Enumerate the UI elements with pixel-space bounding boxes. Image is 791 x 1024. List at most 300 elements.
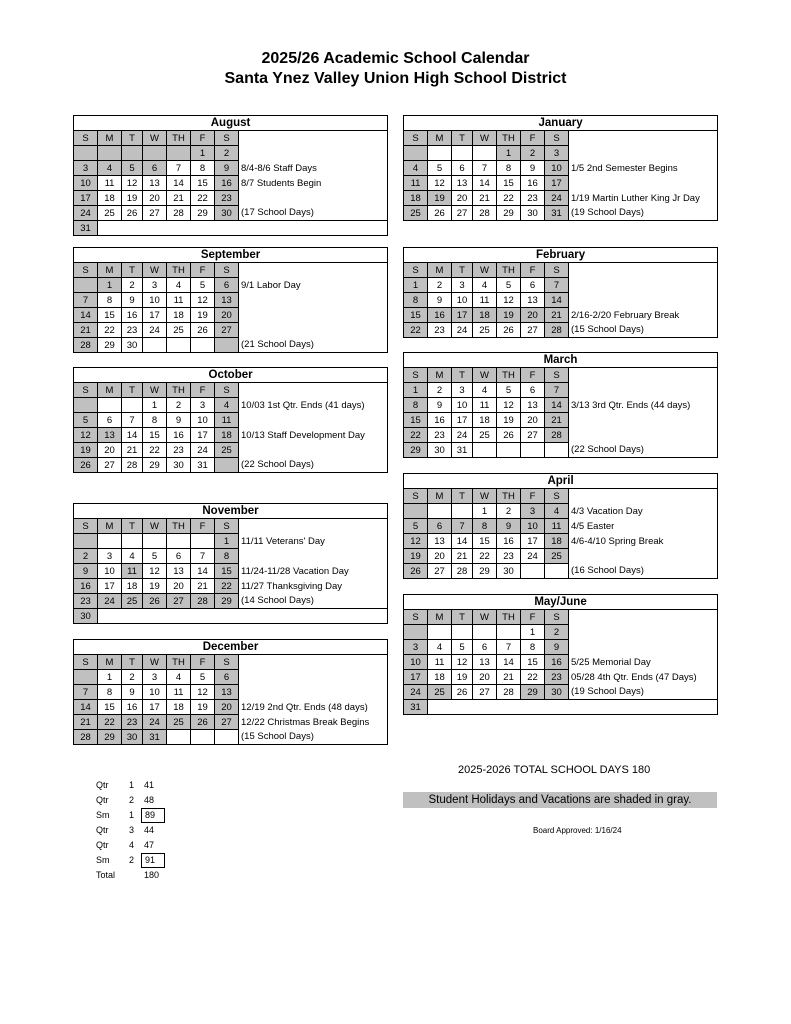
day-cell: 13 <box>143 176 167 191</box>
day-cell: 9 <box>122 685 143 700</box>
day-cell: 31 <box>143 730 167 745</box>
day-cell: 16 <box>167 428 191 443</box>
day-cell: 17 <box>452 413 473 428</box>
month-name: May/June <box>404 595 718 610</box>
day-cell: 26 <box>122 206 143 221</box>
day-cell: 21 <box>74 715 98 730</box>
month-table <box>73 247 388 353</box>
note-text <box>239 323 388 338</box>
day-cell: 12 <box>404 534 428 549</box>
day-cell: 16 <box>521 176 545 191</box>
month-title-row <box>74 248 388 263</box>
note-text: 11/24-11/28 Vacation Day <box>239 564 388 579</box>
month-table <box>403 594 718 715</box>
day-cell: 1 <box>497 146 521 161</box>
day-cell: 27 <box>215 715 239 730</box>
week-row <box>404 323 718 338</box>
day-cell: 5 <box>428 161 452 176</box>
day-cell: 16 <box>428 308 452 323</box>
weekday-header: S <box>74 131 98 146</box>
summary-days: 89 <box>145 810 156 820</box>
day-cell: 6 <box>98 413 122 428</box>
weekday-header: S <box>215 519 239 534</box>
day-cell: 14 <box>545 398 569 413</box>
weekday-header: W <box>473 610 497 625</box>
day-cell: 7 <box>74 293 98 308</box>
day-cell: 25 <box>215 443 239 458</box>
day-cell: 27 <box>452 206 473 221</box>
month-calendar-march <box>403 352 717 458</box>
day-cell: 21 <box>545 308 569 323</box>
day-cell: 23 <box>521 191 545 206</box>
notes-cell <box>569 131 718 146</box>
day-cell: 2 <box>122 670 143 685</box>
week-row <box>404 625 718 640</box>
weekday-header: S <box>545 263 569 278</box>
day-cell: 1 <box>473 504 497 519</box>
day-cell: 23 <box>74 594 98 609</box>
day-cell <box>215 730 239 745</box>
day-cell: 4 <box>122 549 143 564</box>
day-cell: 28 <box>74 730 98 745</box>
month-calendar-january <box>403 115 717 221</box>
weekday-header: S <box>545 610 569 625</box>
day-cell <box>428 504 452 519</box>
day-cell: 17 <box>521 534 545 549</box>
day-cell: 2 <box>521 146 545 161</box>
day-cell: 22 <box>473 549 497 564</box>
week-row <box>404 655 718 670</box>
weekday-header: T <box>452 131 473 146</box>
day-cell: 15 <box>143 428 167 443</box>
day-cell: 9 <box>428 293 452 308</box>
day-cell: 25 <box>545 549 569 564</box>
day-cell: 2 <box>167 398 191 413</box>
weekday-header-row <box>404 131 718 146</box>
day-cell: 4 <box>545 504 569 519</box>
week-row <box>404 549 718 564</box>
day-cell: 17 <box>545 176 569 191</box>
day-cell: 2 <box>545 625 569 640</box>
notes-cell <box>239 519 388 534</box>
day-cell: 18 <box>167 700 191 715</box>
note-text: 5/25 Memorial Day <box>569 655 718 670</box>
day-cell: 3 <box>191 398 215 413</box>
day-cell: 20 <box>143 191 167 206</box>
week-row <box>404 670 718 685</box>
day-cell: 10 <box>452 293 473 308</box>
weekday-header: S <box>74 519 98 534</box>
weekday-header: S <box>404 263 428 278</box>
day-cell: 11 <box>404 176 428 191</box>
note-text: 8/7 Students Begin <box>239 176 388 191</box>
day-cell: 18 <box>215 428 239 443</box>
note-text: 9/1 Labor Day <box>239 278 388 293</box>
weekday-header: TH <box>167 519 191 534</box>
day-cell: 24 <box>98 594 122 609</box>
day-cell: 21 <box>74 323 98 338</box>
notes-cell <box>98 609 388 624</box>
day-cell: 31 <box>191 458 215 473</box>
day-cell: 24 <box>74 206 98 221</box>
day-cell: 3 <box>521 504 545 519</box>
summary-label: Qtr <box>96 795 109 805</box>
notes-cell <box>239 263 388 278</box>
note-text: 12/22 Christmas Break Begins <box>239 715 388 730</box>
summary-label: Sm <box>96 855 110 865</box>
note-text <box>239 670 388 685</box>
day-cell: 3 <box>143 670 167 685</box>
weekday-header: TH <box>497 489 521 504</box>
weekday-header: S <box>74 383 98 398</box>
day-cell: 15 <box>473 534 497 549</box>
note-text <box>239 191 388 206</box>
week-row <box>404 685 718 700</box>
week-row <box>74 549 388 564</box>
note-text: 10/03 1st Qtr. Ends (41 days) <box>239 398 388 413</box>
day-cell <box>497 443 521 458</box>
shading-legend: Student Holidays and Vacations are shaded in gray. <box>403 792 717 808</box>
day-cell: 10 <box>143 293 167 308</box>
day-cell: 27 <box>473 685 497 700</box>
note-text: (15 School Days) <box>239 730 388 745</box>
day-cell: 28 <box>545 428 569 443</box>
month-calendar-september <box>73 247 387 353</box>
day-cell: 23 <box>428 323 452 338</box>
day-cell: 11 <box>473 398 497 413</box>
day-cell: 20 <box>428 549 452 564</box>
day-cell: 30 <box>428 443 452 458</box>
note-text: (21 School Days) <box>239 338 388 353</box>
week-row <box>74 534 388 549</box>
day-cell <box>404 504 428 519</box>
summary-number: 4 <box>129 840 135 850</box>
week-row <box>74 730 388 745</box>
day-cell: 8 <box>98 293 122 308</box>
summary-days: 41 <box>144 780 155 790</box>
day-cell: 8 <box>404 293 428 308</box>
day-cell: 13 <box>473 655 497 670</box>
day-cell: 21 <box>545 413 569 428</box>
day-cell: 10 <box>191 413 215 428</box>
day-cell: 23 <box>545 670 569 685</box>
note-text <box>569 146 718 161</box>
day-cell: 31 <box>452 443 473 458</box>
notes-cell <box>98 221 388 236</box>
weekday-header: W <box>473 263 497 278</box>
weekday-header: T <box>452 489 473 504</box>
note-text <box>569 383 718 398</box>
day-cell: 26 <box>497 323 521 338</box>
day-cell: 11 <box>98 176 122 191</box>
summary-days: 48 <box>144 795 155 805</box>
day-cell: 29 <box>497 206 521 221</box>
note-text <box>239 146 388 161</box>
week-row <box>74 161 388 176</box>
day-cell: 25 <box>404 206 428 221</box>
week-row <box>404 293 718 308</box>
day-cell: 19 <box>428 191 452 206</box>
day-cell: 18 <box>122 579 143 594</box>
day-cell: 16 <box>497 534 521 549</box>
day-cell: 15 <box>98 700 122 715</box>
day-cell: 18 <box>473 413 497 428</box>
day-cell <box>122 146 143 161</box>
day-cell: 21 <box>473 191 497 206</box>
weekday-header: F <box>191 519 215 534</box>
month-name: January <box>404 116 718 131</box>
month-name: October <box>74 368 388 383</box>
weekday-header: F <box>521 368 545 383</box>
day-cell: 18 <box>428 670 452 685</box>
day-cell: 25 <box>167 715 191 730</box>
day-cell: 11 <box>428 655 452 670</box>
weekday-header: TH <box>497 263 521 278</box>
weekday-header-row <box>404 610 718 625</box>
day-cell: 2 <box>215 146 239 161</box>
day-cell <box>167 730 191 745</box>
day-cell: 18 <box>167 308 191 323</box>
week-row <box>74 564 388 579</box>
note-text <box>569 278 718 293</box>
day-cell: 1 <box>143 398 167 413</box>
weekday-header-row <box>404 489 718 504</box>
day-cell: 16 <box>122 308 143 323</box>
day-cell: 10 <box>452 398 473 413</box>
week-row <box>74 700 388 715</box>
day-cell: 7 <box>122 413 143 428</box>
day-cell: 26 <box>452 685 473 700</box>
week-row <box>404 534 718 549</box>
day-cell: 2 <box>122 278 143 293</box>
notes-cell <box>239 655 388 670</box>
day-cell: 30 <box>545 685 569 700</box>
day-cell: 27 <box>521 323 545 338</box>
week-row <box>404 519 718 534</box>
day-cell: 24 <box>143 323 167 338</box>
day-cell <box>74 278 98 293</box>
day-cell: 3 <box>452 383 473 398</box>
week-row <box>74 398 388 413</box>
day-cell: 27 <box>98 458 122 473</box>
weekday-header: W <box>473 489 497 504</box>
day-cell: 26 <box>143 594 167 609</box>
weekday-header-row <box>404 263 718 278</box>
day-cell: 3 <box>74 161 98 176</box>
day-cell: 17 <box>452 308 473 323</box>
day-cell: 6 <box>215 670 239 685</box>
weekday-header: S <box>545 131 569 146</box>
week-row <box>74 685 388 700</box>
day-cell: 1 <box>521 625 545 640</box>
day-cell: 26 <box>404 564 428 579</box>
day-cell: 20 <box>98 443 122 458</box>
weekday-header: S <box>545 489 569 504</box>
weekday-header: F <box>521 263 545 278</box>
day-cell: 13 <box>521 398 545 413</box>
day-cell: 27 <box>143 206 167 221</box>
note-text <box>239 308 388 323</box>
weekday-header-row <box>74 131 388 146</box>
day-cell: 3 <box>404 640 428 655</box>
day-cell <box>521 564 545 579</box>
month-table <box>403 247 718 338</box>
day-cell: 17 <box>143 308 167 323</box>
day-cell: 30 <box>497 564 521 579</box>
weekday-header: M <box>428 610 452 625</box>
note-text <box>239 293 388 308</box>
weekday-header: TH <box>167 263 191 278</box>
note-text: (19 School Days) <box>569 685 718 700</box>
board-approved-note: Board Approved: 1/16/24 <box>533 826 622 835</box>
day-cell: 12 <box>143 564 167 579</box>
day-cell: 14 <box>191 564 215 579</box>
day-cell: 29 <box>191 206 215 221</box>
day-cell: 9 <box>545 640 569 655</box>
weekday-header: M <box>98 383 122 398</box>
day-cell: 22 <box>143 443 167 458</box>
weekday-header: S <box>545 368 569 383</box>
week-row <box>74 323 388 338</box>
day-cell: 17 <box>404 670 428 685</box>
day-cell <box>497 625 521 640</box>
week-row <box>404 700 718 715</box>
day-cell: 12 <box>428 176 452 191</box>
day-cell: 29 <box>404 443 428 458</box>
day-cell <box>452 146 473 161</box>
day-cell: 23 <box>122 715 143 730</box>
day-cell: 19 <box>191 308 215 323</box>
summary-days: 91 <box>145 855 156 865</box>
day-cell: 26 <box>497 428 521 443</box>
day-cell: 5 <box>404 519 428 534</box>
day-cell: 5 <box>143 549 167 564</box>
day-cell <box>452 625 473 640</box>
day-cell <box>191 730 215 745</box>
weekday-header: W <box>143 131 167 146</box>
weekday-header: S <box>404 131 428 146</box>
week-row <box>74 176 388 191</box>
note-text <box>569 549 718 564</box>
day-cell <box>74 146 98 161</box>
day-cell <box>191 534 215 549</box>
day-cell: 24 <box>191 443 215 458</box>
week-row <box>74 221 388 236</box>
weekday-header: S <box>404 368 428 383</box>
week-row <box>404 146 718 161</box>
week-row <box>74 146 388 161</box>
month-name: March <box>404 353 718 368</box>
weekday-header: TH <box>497 131 521 146</box>
day-cell: 24 <box>545 191 569 206</box>
notes-cell <box>569 263 718 278</box>
week-row <box>74 715 388 730</box>
weekday-header: M <box>98 131 122 146</box>
day-cell: 13 <box>215 293 239 308</box>
week-row <box>404 428 718 443</box>
day-cell: 15 <box>404 308 428 323</box>
weekday-header: M <box>428 131 452 146</box>
weekday-header: F <box>191 263 215 278</box>
day-cell: 16 <box>215 176 239 191</box>
notes-cell <box>239 131 388 146</box>
month-title-row <box>404 474 718 489</box>
day-cell: 13 <box>521 293 545 308</box>
district-name: Santa Ynez Valley Union High School District <box>224 70 567 87</box>
day-cell: 30 <box>521 206 545 221</box>
day-cell: 3 <box>98 549 122 564</box>
day-cell: 23 <box>122 323 143 338</box>
summary-days: 47 <box>144 840 155 850</box>
day-cell <box>215 338 239 353</box>
day-cell: 11 <box>473 293 497 308</box>
day-cell: 22 <box>215 579 239 594</box>
note-text: (17 School Days) <box>239 206 388 221</box>
month-table <box>73 367 388 473</box>
weekday-header: T <box>452 368 473 383</box>
day-cell: 20 <box>167 579 191 594</box>
week-row <box>404 176 718 191</box>
week-row <box>404 398 718 413</box>
day-cell: 8 <box>404 398 428 413</box>
day-cell <box>74 398 98 413</box>
day-cell <box>404 625 428 640</box>
day-cell: 11 <box>545 519 569 534</box>
week-row <box>74 579 388 594</box>
week-row <box>404 564 718 579</box>
summary-number: 1 <box>129 810 135 820</box>
summary-number: 2 <box>129 855 135 865</box>
day-cell: 31 <box>404 700 428 715</box>
week-row <box>74 443 388 458</box>
day-cell: 5 <box>452 640 473 655</box>
note-text: 05/28 4th Qtr. Ends (47 Days) <box>569 670 718 685</box>
weekday-header: W <box>143 519 167 534</box>
day-cell: 12 <box>191 293 215 308</box>
day-cell: 9 <box>74 564 98 579</box>
month-calendar-august <box>73 115 387 236</box>
month-title-row <box>404 248 718 263</box>
day-cell: 26 <box>428 206 452 221</box>
day-cell: 19 <box>497 413 521 428</box>
day-cell: 31 <box>545 206 569 221</box>
day-cell: 5 <box>191 670 215 685</box>
month-table <box>73 503 388 624</box>
day-cell: 27 <box>521 428 545 443</box>
month-title-row <box>404 353 718 368</box>
weekday-header: W <box>473 131 497 146</box>
notes-cell <box>569 610 718 625</box>
summary-label: Total <box>96 870 116 880</box>
day-cell: 22 <box>98 323 122 338</box>
month-title-row <box>74 368 388 383</box>
day-cell: 30 <box>122 730 143 745</box>
weekday-header: S <box>215 383 239 398</box>
day-cell <box>167 338 191 353</box>
weekday-header: T <box>122 383 143 398</box>
note-text <box>239 549 388 564</box>
weekday-header: M <box>98 263 122 278</box>
notes-cell <box>239 383 388 398</box>
day-cell: 29 <box>98 730 122 745</box>
day-cell <box>428 146 452 161</box>
day-cell: 2 <box>74 549 98 564</box>
day-cell: 1 <box>404 383 428 398</box>
day-cell: 20 <box>215 308 239 323</box>
week-row <box>74 458 388 473</box>
weekday-header: F <box>191 655 215 670</box>
day-cell: 4 <box>473 383 497 398</box>
